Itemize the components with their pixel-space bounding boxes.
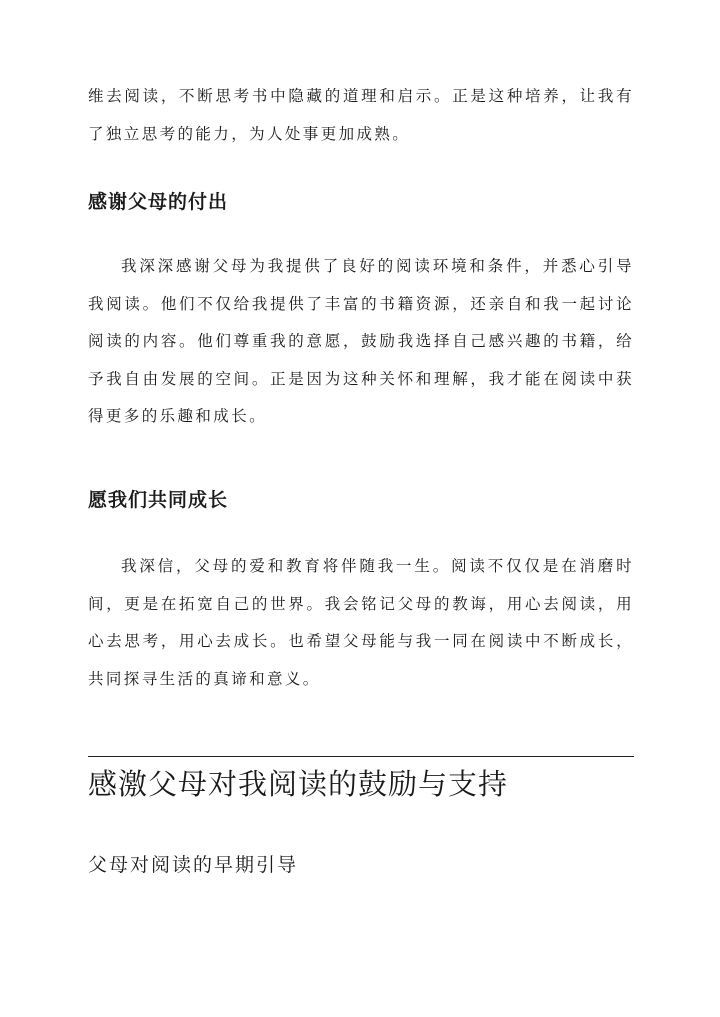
section-divider <box>88 756 634 757</box>
paragraph-thank-parents: 我深深感谢父母为我提供了良好的阅读环境和条件，并悉心引导我阅读。他们不仅给我提供了丰富的书籍资源，还亲自和我一起讨论阅读的内容。他们尊重我的意愿，鼓励我选择自己感兴趣的书籍，给予我自由发展的空间。正是因为这种关怀和理解，我才能在阅读中获得更多的乐趣和成长。 <box>88 257 634 425</box>
paragraph-grow-together: 我深信，父母的爱和教育将伴随我一生。阅读不仅仅是在消磨时间，更是在拓宽自己的世界。我会铭记父母的教诲，用心去阅读，用心去思考，用心去成长。也希望父母能与我一同在阅读中不断成长，共同探寻生活的真谛和意义。 <box>88 557 634 688</box>
heading-thank-parents: 感谢父母的付出 <box>88 191 229 213</box>
paragraph-continued: 维去阅读，不断思考书中隐藏的道理和启示。正是这种培养，让我有了独立思考的能力，为人处事更加成熟。 <box>88 87 634 143</box>
heading-grow-together: 愿我们共同成长 <box>88 489 229 511</box>
article-title: 感激父母对我阅读的鼓励与支持 <box>88 767 509 801</box>
heading-early-guidance: 父母对阅读的早期引导 <box>88 854 299 876</box>
